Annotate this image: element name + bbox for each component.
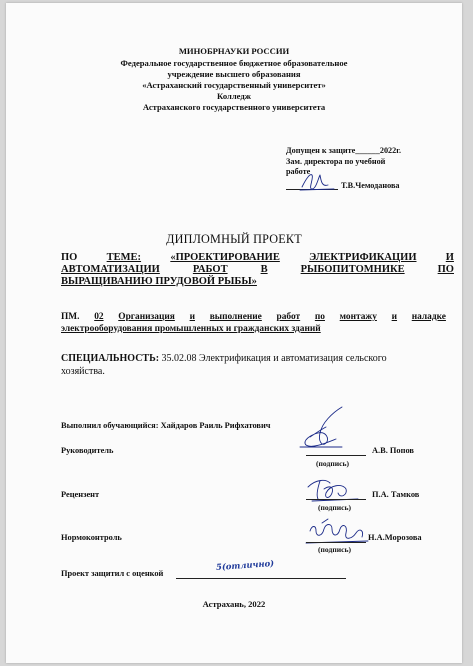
grade-line (176, 578, 346, 579)
pm-row (61, 312, 446, 322)
pm-word: 02 (94, 312, 104, 322)
director-name: Т.В.Чемоданова (341, 181, 400, 190)
university-name: «Астраханский государственный университет» (142, 80, 326, 90)
pm-word: работ (276, 312, 301, 322)
reviewer-name: П.А. Тамков (372, 490, 420, 499)
signature-line (306, 499, 366, 500)
director-signature (298, 169, 338, 193)
signature-caption: (подпись) (318, 503, 351, 512)
approval-line: Зам. директора по учебной (286, 157, 386, 166)
grade-label: Проект защитил с оценкой (61, 569, 164, 578)
topic-word: В (260, 264, 268, 275)
reviewer-signature (302, 475, 366, 505)
normcontrol-name: Н.А.Морозова (368, 533, 422, 542)
college-university: Астраханского государственного университета (142, 102, 326, 112)
pm-word: и (391, 312, 398, 322)
document-page (6, 3, 462, 663)
college-label: Колледж (217, 91, 251, 101)
signature-caption: (подпись) (318, 545, 351, 554)
normcontrol-role: Нормоконтроль (61, 533, 122, 542)
student-line: Выполнил обучающийся: Хайдаров Раиль Рифхатович (61, 421, 271, 430)
pm-row: электрооборудования промышленных и гражданских зданий (61, 324, 321, 334)
topic-word: РАБОТ (192, 264, 228, 275)
signature-line (306, 455, 366, 456)
institution-line: Федеральное государственное бюджетное образовательное (120, 58, 348, 68)
topic-word: «ПРОЕКТИРОВАНИЕ (170, 252, 280, 263)
topic-word: ЭЛЕКТРИФИКАЦИИ (309, 252, 417, 263)
document-title: ДИПЛОМНЫЙ ПРОЕКТ (166, 232, 302, 246)
topic-word: ПО (61, 252, 78, 263)
institution-line: учреждение высшего образования (167, 69, 301, 79)
pm-word: и (189, 312, 195, 322)
topic-row (61, 252, 454, 264)
supervisor-role: Руководитель (61, 446, 114, 455)
approval-line: Допущен к защите______2022г. (286, 146, 402, 155)
topic-row (61, 264, 454, 276)
topic-word: АВТОМАТИЗАЦИИ (61, 264, 160, 275)
topic-word: ПО (437, 264, 454, 275)
specialty-text: 35.02.08 Электрификация и автоматизация сельского (159, 353, 387, 364)
supervisor-signature (292, 403, 356, 453)
supervisor-name: А.В. Попов (372, 446, 414, 455)
topic-word: И (445, 252, 454, 263)
reviewer-role: Рецензент (61, 490, 100, 499)
topic-word: ТЕМЕ: (106, 252, 142, 263)
pm-word: наладке (411, 312, 446, 322)
pm-word: выполнение (209, 312, 262, 322)
specialty-label: СПЕЦИАЛЬНОСТЬ: (61, 353, 160, 364)
topic-row: ВЫРАЩИВАНИЮ ПРУДОВОЙ РЫБЫ» (61, 276, 257, 287)
pm-word: ПМ. (61, 312, 80, 322)
topic-word: РЫБОПИТОМНИКЕ (300, 264, 405, 275)
pm-word: по (314, 312, 325, 322)
signature-caption: (подпись) (316, 459, 349, 468)
specialty-line (61, 353, 387, 364)
ministry-name: МИНОБРНАУКИ РОССИИ (178, 46, 290, 56)
city-year: Астрахань, 2022 (202, 599, 266, 609)
handwritten-grade: 5(отлично) (215, 557, 275, 573)
signature-line (306, 542, 366, 543)
approval-line: работе (286, 167, 311, 176)
specialty-line: хозяйства. (61, 366, 105, 377)
pm-word: монтажу (339, 312, 377, 322)
pm-word: Организация (118, 312, 175, 322)
